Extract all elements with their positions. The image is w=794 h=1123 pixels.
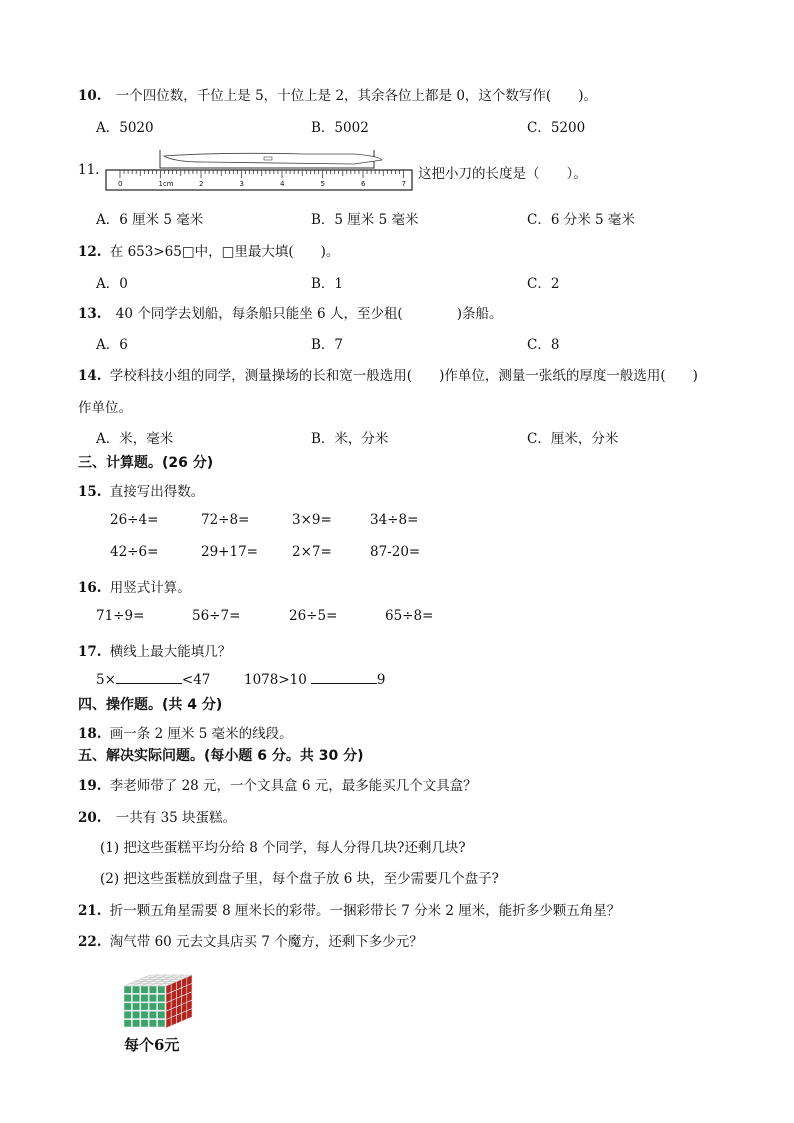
cube-tile-green (132, 994, 139, 1001)
question-10 (78, 84, 597, 104)
ruler-label: 1cm (158, 180, 174, 188)
question-text: 一共有 35 块蛋糕。 (115, 810, 237, 826)
cube-tile-green (124, 994, 131, 1001)
cube-tile-green (158, 986, 165, 993)
blank-prefix: 5× (96, 672, 116, 688)
question-text: 这把小刀的长度是（ ）。 (418, 166, 587, 182)
question-number: 10. (78, 88, 102, 104)
ruler-label: 6 (361, 180, 366, 188)
blank-suffix: <47 (181, 672, 211, 688)
blank-prefix: 1078>10 (244, 672, 307, 688)
section-heading: 四、操作题。(共 4 分) (78, 697, 223, 713)
question-22 (78, 930, 423, 950)
section-heading: 三、计算题。(26 分) (78, 455, 214, 471)
cube-tile-green (158, 1003, 165, 1010)
question-18 (78, 722, 293, 742)
question-number: 16. (78, 580, 102, 596)
cube-tile-red (171, 1015, 176, 1026)
cube-tile-green (158, 1020, 165, 1027)
cube-tile-red (166, 1017, 171, 1028)
question-number: 18. (78, 726, 102, 742)
cube-tile-green (149, 986, 156, 993)
calc-item: 3×9= (292, 512, 332, 528)
question-text: 学校科技小组的同学，测量操场的长和宽一般选用( )作单位，测量一张纸的厚度一般选用( ) (109, 368, 698, 384)
question-text-continued: 作单位。 (78, 400, 132, 416)
question-text: 折一颗五角星需要 8 厘米长的彩带。一捆彩带长 7 分米 2 厘米，能折多少颗五角星？ (109, 903, 621, 919)
cube-tile-green (141, 986, 148, 993)
question-15 (78, 480, 204, 500)
question-17 (78, 640, 231, 660)
cube-tile-green (132, 1020, 139, 1027)
option-c: C．8 (527, 337, 560, 353)
cube-tile-green (141, 1003, 148, 1010)
question-number: 11. (78, 162, 100, 178)
option-a: A．0 (96, 276, 128, 292)
cube-tile-green (124, 1003, 131, 1010)
calc-item: 72÷8= (201, 512, 250, 528)
question-text: 一个四位数，千位上是 5，十位上是 2，其余各位上都是 0，这个数写作( )。 (115, 88, 597, 104)
cube-tile-green (158, 994, 165, 1001)
question-21 (78, 899, 620, 919)
calc-item: 29+17= (201, 544, 258, 560)
option-a: A．6 厘米 5 毫米 (96, 212, 204, 228)
calc-item: 34÷8= (370, 512, 419, 528)
fill-blank-b (244, 671, 385, 688)
question-text: 淘气带 60 元去文具店买 7 个魔方，还剩下多少元？ (109, 934, 423, 950)
question-text: 用竖式计算。 (109, 580, 191, 596)
cube-tile-green (158, 1011, 165, 1018)
option-c: C．5200 (527, 120, 586, 136)
question-number: 22. (78, 934, 102, 950)
calc-item: 56÷7= (192, 608, 241, 624)
question-number: 12. (78, 244, 102, 260)
cube-tile-red (187, 1009, 192, 1020)
cube-tile-green (141, 994, 148, 1001)
calc-item: 87-20= (370, 544, 421, 560)
cube-tile-green (124, 1011, 131, 1018)
option-c: C．2 (527, 276, 560, 292)
section-heading: 五、解决实际问题。(每小题 6 分。共 30 分) (78, 748, 364, 764)
option-c: C．6 分米 5 毫米 (527, 212, 635, 228)
calc-item: 65÷8= (385, 608, 434, 624)
cube-tile-green (132, 1003, 139, 1010)
question-number: 17. (78, 644, 102, 660)
calc-item: 71÷9= (96, 608, 145, 624)
question-text: 李老师带了 28 元，一个文具盒 6 元，最多能买几个文具盒？ (109, 778, 477, 794)
question-12 (78, 240, 339, 260)
calc-item: 26÷4= (110, 512, 159, 528)
ruler-label: 7 (401, 180, 406, 188)
question-text: 画一条 2 厘米 5 毫米的线段。 (109, 726, 293, 742)
cube-tile-green (132, 1011, 139, 1018)
rubiks-cube-image (120, 974, 196, 1034)
question-number: 13. (78, 306, 102, 322)
cube-tile-green (124, 1020, 131, 1027)
ruler-label: 3 (239, 180, 244, 188)
fill-blank-a (96, 671, 210, 688)
answer-blank[interactable] (311, 671, 377, 684)
question-text: 横线上最大能填几？ (109, 644, 232, 660)
option-a: A．5020 (96, 120, 154, 136)
calc-item: 2×7= (292, 544, 332, 560)
cube-tile-green (141, 1020, 148, 1027)
cube-tile-red (176, 1013, 181, 1024)
question-14 (78, 364, 698, 384)
question-13 (78, 302, 502, 322)
sub-question-1: (1) 把这些蛋糕平均分给 8 个同学，每人分得几块?还剩几块? (100, 840, 466, 856)
option-a: A．6 (96, 337, 128, 353)
question-20 (78, 806, 236, 826)
option-a: A．米，毫米 (96, 431, 174, 447)
calc-item: 26÷5= (289, 608, 338, 624)
cube-tile-green (149, 1020, 156, 1027)
option-b: B．5002 (311, 120, 369, 136)
question-text: 直接写出得数。 (109, 484, 205, 500)
ruler-knife-image (104, 148, 416, 192)
ruler-label: 0 (118, 180, 123, 188)
answer-blank[interactable] (116, 671, 182, 684)
option-b: B．7 (311, 337, 344, 353)
question-number: 20. (78, 810, 102, 826)
cube-tile-green (149, 994, 156, 1001)
cube-tile-green (141, 1011, 148, 1018)
question-text: 在 653>65□中，□里最大填( )。 (109, 244, 340, 260)
calc-item: 42÷6= (110, 544, 159, 560)
option-b: B．米，分米 (311, 431, 389, 447)
question-number: 19. (78, 778, 102, 794)
question-number: 14. (78, 368, 102, 384)
question-number: 21. (78, 903, 102, 919)
ruler-label: 5 (320, 180, 325, 188)
option-b: B．1 (311, 276, 344, 292)
cube-tile-green (132, 986, 139, 993)
option-c: C．厘米，分米 (527, 431, 619, 447)
cube-tile-green (149, 1011, 156, 1018)
ruler-label: 2 (199, 180, 204, 188)
cube-tile-red (182, 1011, 187, 1022)
cube-tile-green (124, 986, 131, 993)
question-number: 15. (78, 484, 102, 500)
question-16 (78, 576, 191, 596)
blank-suffix: 9 (376, 672, 386, 688)
question-text: 40 个同学去划船，每条船只能坐 6 人，至少租( )条船。 (115, 306, 503, 322)
question-19 (78, 774, 477, 794)
cube-tile-green (149, 1003, 156, 1010)
price-caption: 每个6元 (124, 1036, 180, 1054)
ruler-label: 4 (280, 180, 285, 188)
sub-question-2: (2) 把这些蛋糕放到盘子里，每个盘子放 6 块，至少需要几个盘子? (100, 871, 499, 887)
option-b: B．5 厘米 5 毫米 (311, 212, 419, 228)
